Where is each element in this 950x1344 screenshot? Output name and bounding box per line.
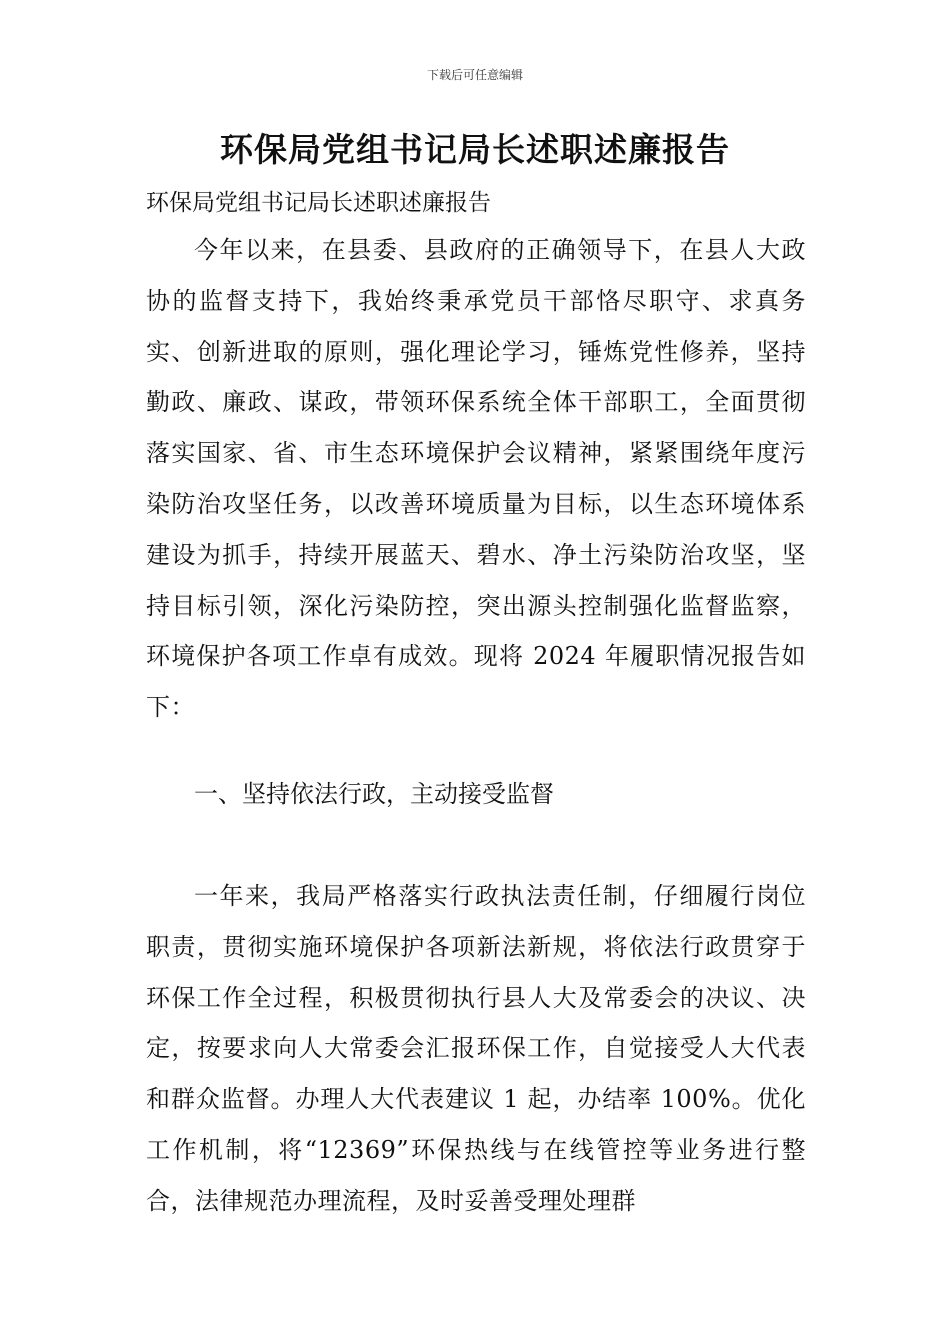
header-note: 下载后可任意编辑: [426, 68, 523, 82]
document-title: 环保局党组书记局长述职述廉报告: [220, 130, 730, 169]
body-paragraph-2: 一年来，我局严格落实行政执法责任制，仔细履行岗位职责，贯彻实施环境保护各项新法新规，将依法行政贯穿于环保工作全过程，积极贯彻执行县人大及常委会的决议、决定，按要求向人大常委会汇报环保工作，自觉接受人大代表和群众监督。办理人大代表建议 1 起，办结率 100%。优化工作机制，将“12369”环保热线与在线管控等业务进行整合，法律规范办理流程，及时妥善受理处理群: [146, 882, 806, 1215]
document-subtitle: 环保局党组书记局长述职述廉报告: [146, 190, 491, 216]
body-paragraph-1: 今年以来，在县委、县政府的正确领导下，在县人大政协的监督支持下，我始终秉承党员干部恪尽职守、求真务实、创新进取的原则，强化理论学习，锤炼党性修养，坚持勤政、廉政、谋政，带领环保系统全体干部职工，全面贯彻落实国家、省、市生态环境保护会议精神，紧紧围绕年度污染防治攻坚任务，以改善环境质量为目标，以生态环境体系建设为抓手，持续开展蓝天、碧水、净土污染防治攻坚，坚持目标引领，深化污染防控，突出源头控制强化监督监察，环境保护各项工作卓有成效。现将 2024 年履职情况报告如下：: [146, 236, 806, 722]
section-heading-1: 一、坚持依法行政，主动接受监督: [194, 780, 554, 808]
